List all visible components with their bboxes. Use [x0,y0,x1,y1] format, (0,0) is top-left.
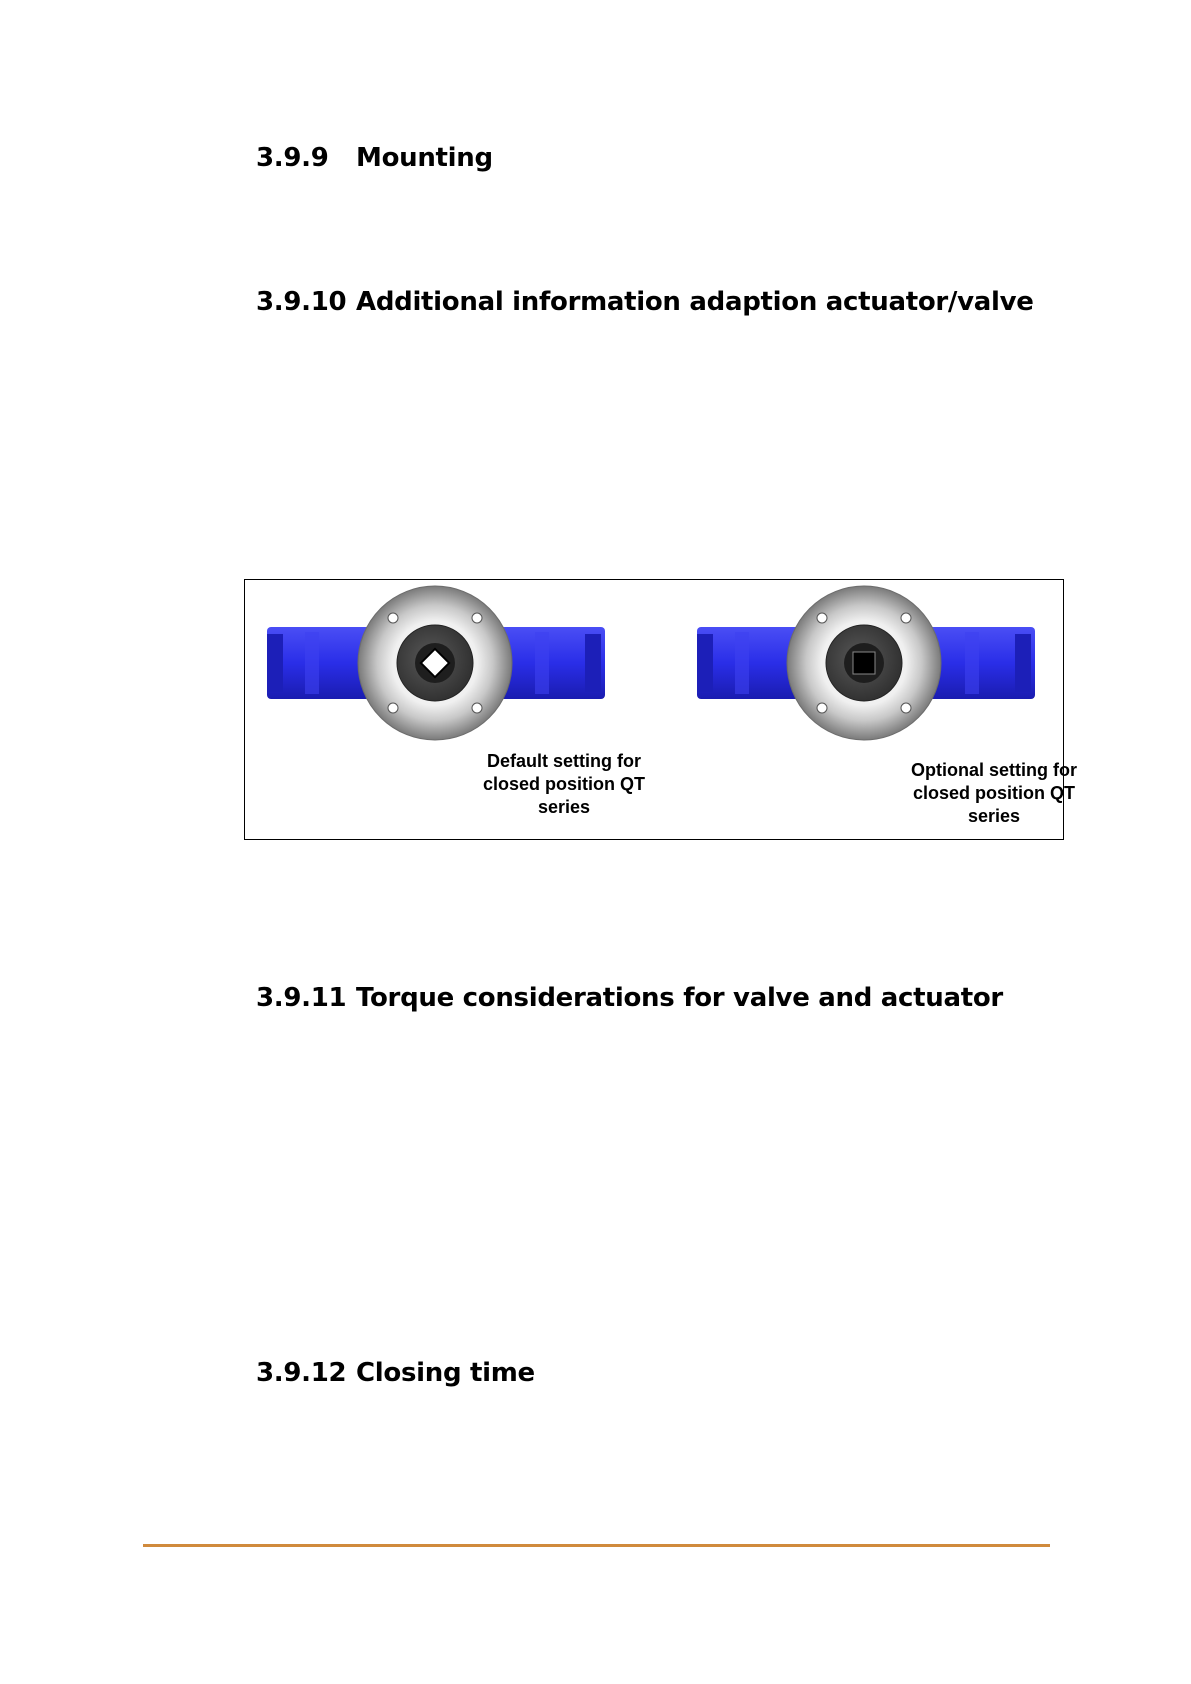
bolt-hole [388,613,398,623]
square-drive-square [853,652,875,674]
caption-optional-setting: Optional setting for closed position QT series [911,760,1077,826]
section-heading-mounting [256,145,493,171]
section-title: Mounting [356,143,493,173]
bolt-hole [817,613,827,623]
section-heading-torque [256,985,1003,1011]
footer-divider [143,1544,1050,1547]
bolt-hole [472,613,482,623]
section-number: 3.9.10 [256,287,347,317]
section-number: 3.9.11 [256,983,347,1013]
actuator-optional-setting [697,586,1035,740]
bolt-hole [901,613,911,623]
actuator-figure [244,579,1077,840]
section-number: 3.9.12 [256,1358,347,1388]
bolt-hole [817,703,827,713]
bolt-hole [472,703,482,713]
section-heading-adaption [256,289,1034,315]
section-title: Closing time [356,1358,535,1388]
section-title: Torque considerations for valve and actuator [356,983,1003,1013]
section-number: 3.9.9 [256,143,329,173]
actuator-default-setting [267,586,605,740]
bolt-hole [388,703,398,713]
section-title: Additional information adaption actuator/valve [356,287,1034,317]
bolt-hole [901,703,911,713]
caption-default-setting: Default setting for closed position QT series [482,751,645,817]
section-heading-closing-time [256,1360,535,1386]
